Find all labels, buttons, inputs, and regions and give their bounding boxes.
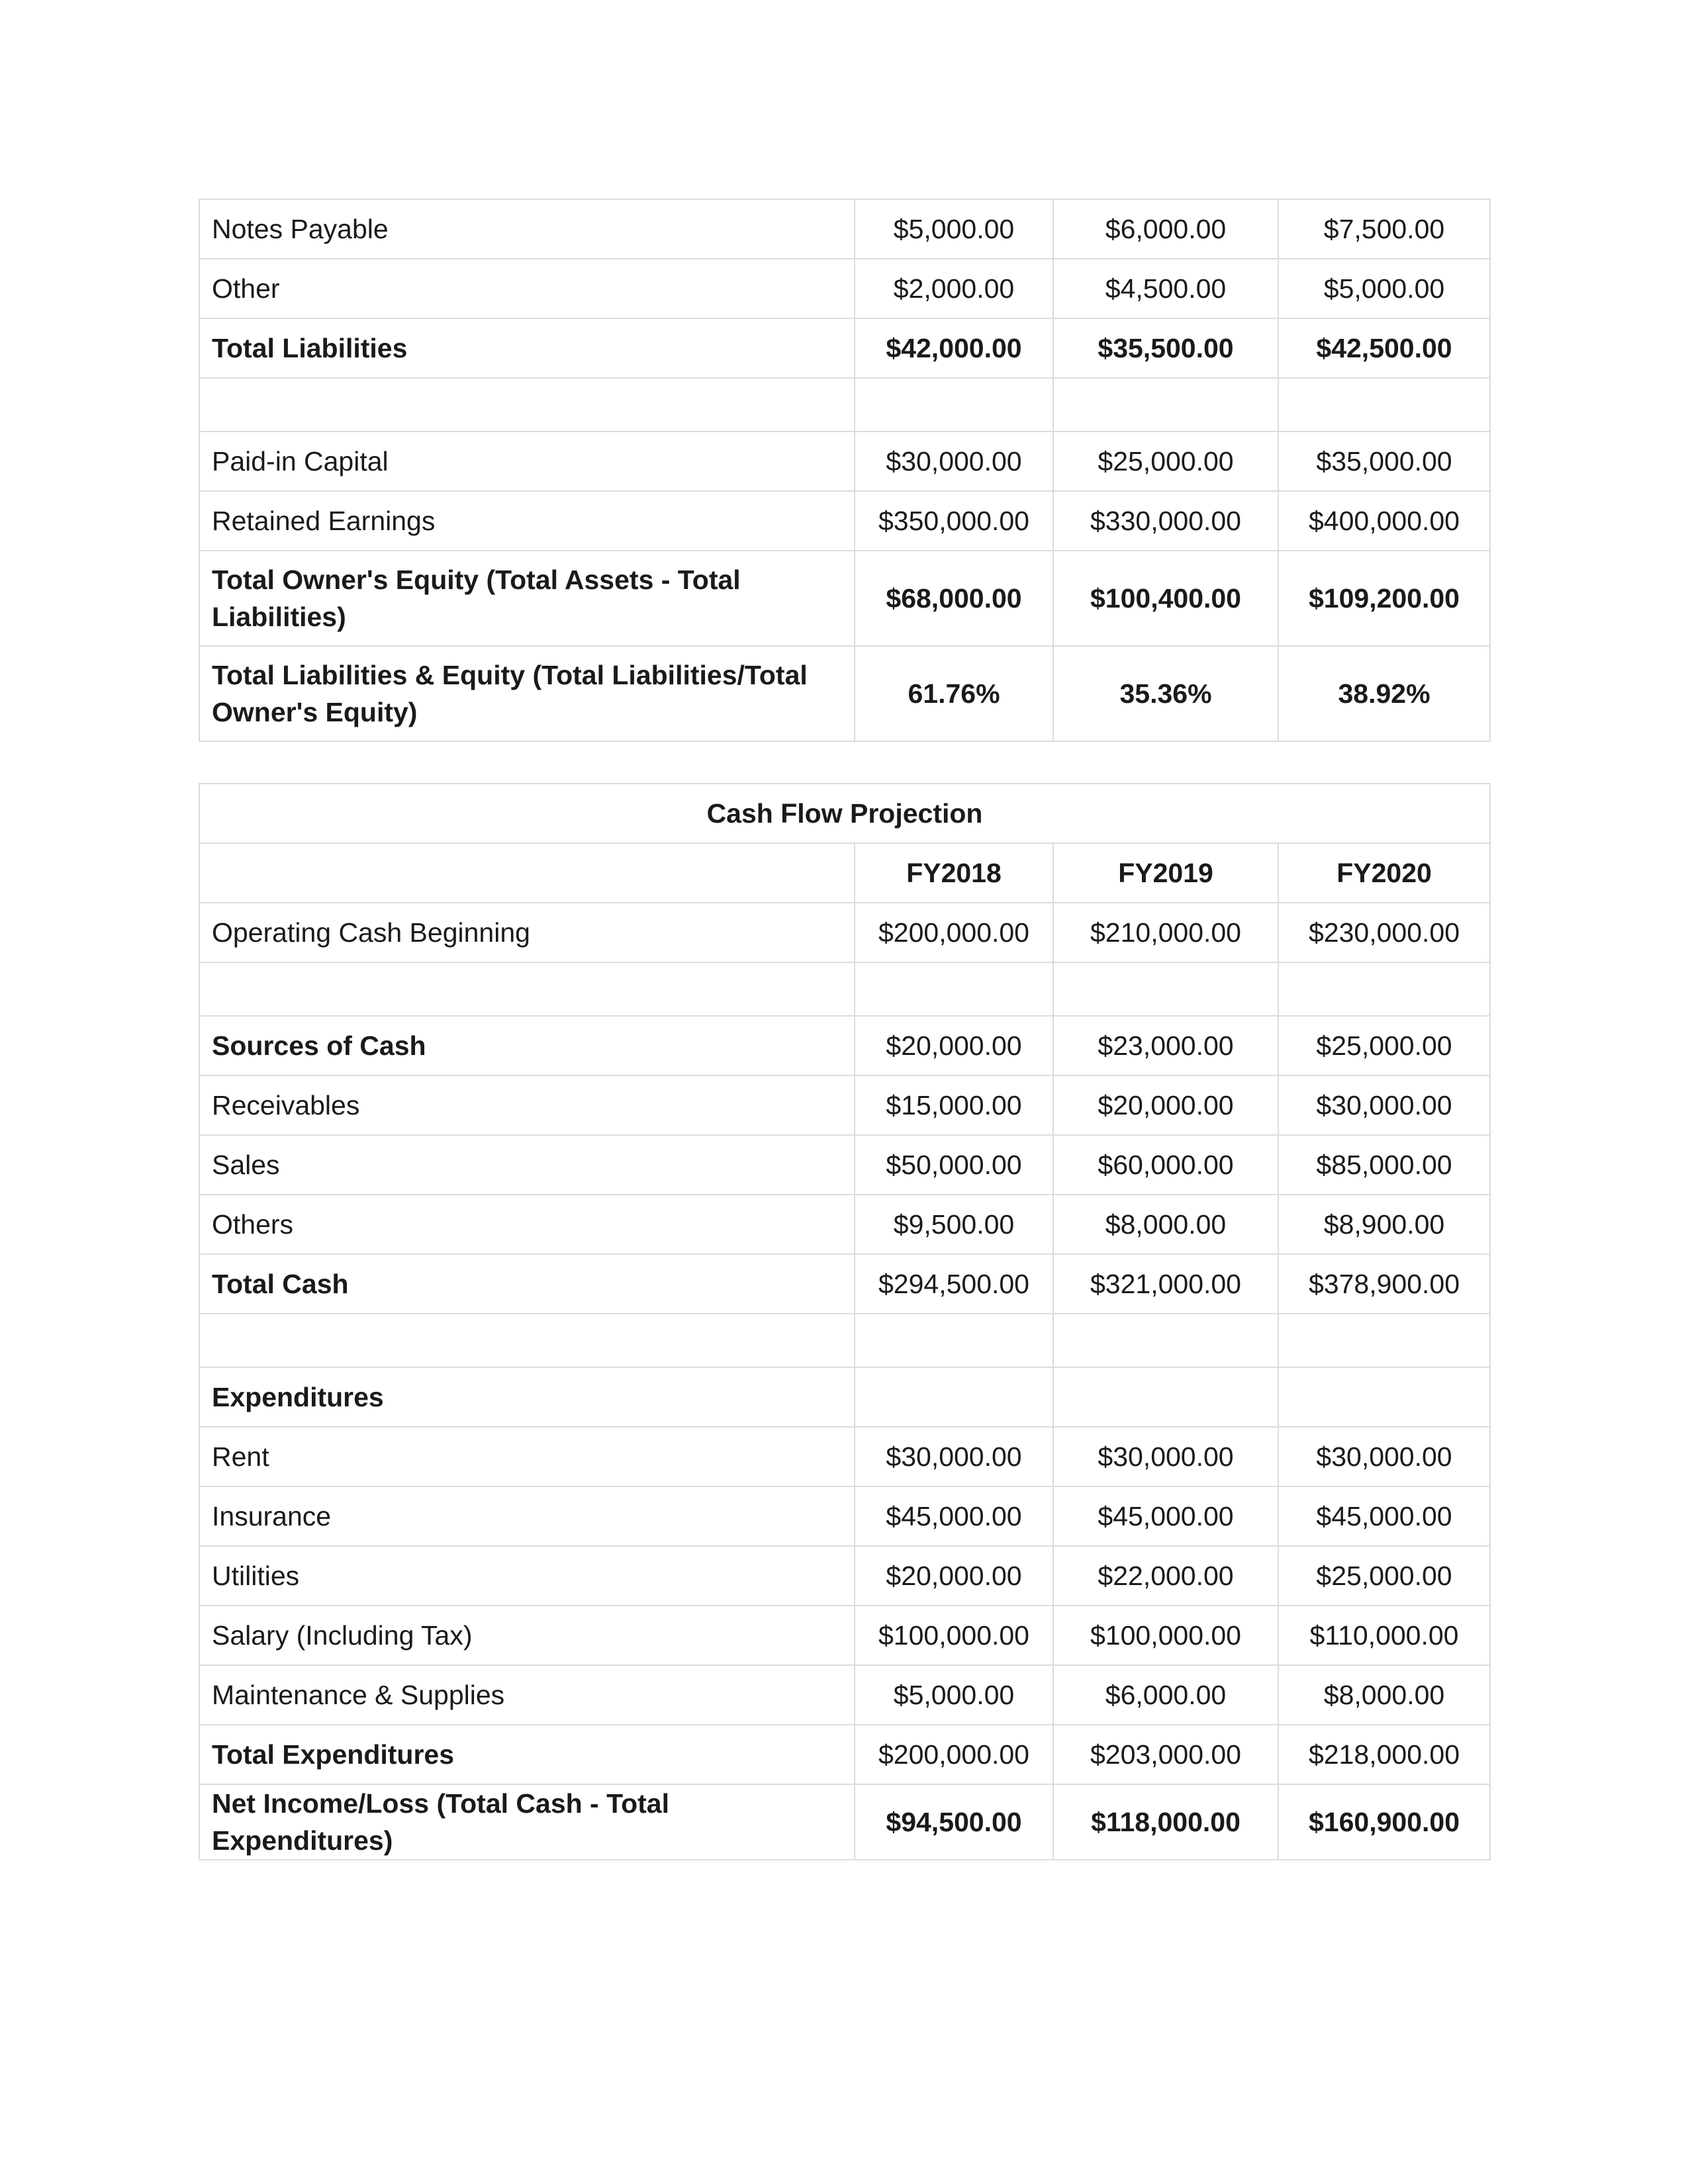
value-cell (1278, 378, 1490, 432)
value-cell: $30,000.00 (1278, 1075, 1490, 1135)
empty-row (199, 962, 1490, 1016)
value-cell: $20,000.00 (855, 1016, 1053, 1075)
value-cell: $35,000.00 (1278, 432, 1490, 491)
table-row (199, 1784, 1490, 1860)
row-label: Maintenance & Supplies (199, 1665, 855, 1725)
row-label: Salary (Including Tax) (199, 1606, 855, 1665)
value-cell: $230,000.00 (1278, 903, 1490, 962)
value-cell: $200,000.00 (855, 1725, 1053, 1784)
empty-row (199, 1314, 1490, 1367)
value-cell: $42,000.00 (855, 318, 1053, 378)
value-cell: $378,900.00 (1278, 1254, 1490, 1314)
row-label: Total Owner's Equity (Total Assets - Total Liabilities) (199, 551, 855, 646)
row-label (199, 378, 855, 432)
row-label (199, 962, 855, 1016)
row-label: Other (199, 259, 855, 318)
cash-flow-table (199, 783, 1491, 1860)
row-label: Sources of Cash (199, 1016, 855, 1075)
table-row (199, 432, 1490, 491)
value-cell: $8,000.00 (1053, 1195, 1278, 1254)
row-label: Net Income/Loss (Total Cash - Total Expenditures) (199, 1784, 855, 1860)
table-row (199, 1195, 1490, 1254)
value-cell (1278, 1367, 1490, 1427)
value-cell: $30,000.00 (855, 1427, 1053, 1486)
value-cell (1278, 962, 1490, 1016)
value-cell: $45,000.00 (855, 1486, 1053, 1546)
row-label: Utilities (199, 1546, 855, 1606)
row-label: Insurance (199, 1486, 855, 1546)
value-cell: $294,500.00 (855, 1254, 1053, 1314)
row-label: Paid-in Capital (199, 432, 855, 491)
table-header-row (199, 843, 1490, 903)
row-label: Sales (199, 1135, 855, 1195)
value-cell: $30,000.00 (1053, 1427, 1278, 1486)
table-row (199, 1427, 1490, 1486)
empty-row (199, 378, 1490, 432)
table-row (199, 1254, 1490, 1314)
value-cell (855, 1367, 1053, 1427)
row-label: Expenditures (199, 1367, 855, 1427)
value-cell: $5,000.00 (855, 199, 1053, 259)
value-cell: $20,000.00 (1053, 1075, 1278, 1135)
table-row (199, 1367, 1490, 1427)
value-cell: $100,000.00 (1053, 1606, 1278, 1665)
table-row (199, 259, 1490, 318)
value-cell: $85,000.00 (1278, 1135, 1490, 1195)
table-row (199, 551, 1490, 646)
value-cell: $25,000.00 (1278, 1546, 1490, 1606)
table-row (199, 318, 1490, 378)
value-cell: $8,900.00 (1278, 1195, 1490, 1254)
value-cell: $23,000.00 (1053, 1016, 1278, 1075)
table-row (199, 903, 1490, 962)
row-label: Total Expenditures (199, 1725, 855, 1784)
value-cell: $5,000.00 (1278, 259, 1490, 318)
value-cell: $35,500.00 (1053, 318, 1278, 378)
value-cell (1053, 1367, 1278, 1427)
table-row (199, 1546, 1490, 1606)
value-cell: $160,900.00 (1278, 1784, 1490, 1860)
value-cell: 35.36% (1053, 646, 1278, 741)
value-cell: $118,000.00 (1053, 1784, 1278, 1860)
column-header: FY2018 (855, 843, 1053, 903)
value-cell (855, 378, 1053, 432)
table-row (199, 1665, 1490, 1725)
table-title: Cash Flow Projection (199, 784, 1490, 843)
value-cell (1053, 1314, 1278, 1367)
row-label: Operating Cash Beginning (199, 903, 855, 962)
value-cell: $30,000.00 (855, 432, 1053, 491)
value-cell (1053, 962, 1278, 1016)
table-row (199, 1725, 1490, 1784)
value-cell: $45,000.00 (1278, 1486, 1490, 1546)
value-cell (855, 1314, 1053, 1367)
value-cell: $330,000.00 (1053, 491, 1278, 551)
value-cell (855, 962, 1053, 1016)
row-label: Total Liabilities & Equity (Total Liabilities/Total Owner's Equity) (199, 646, 855, 741)
value-cell: $68,000.00 (855, 551, 1053, 646)
row-label (199, 1314, 855, 1367)
value-cell: $50,000.00 (855, 1135, 1053, 1195)
value-cell: $20,000.00 (855, 1546, 1053, 1606)
value-cell: $109,200.00 (1278, 551, 1490, 646)
value-cell: $25,000.00 (1278, 1016, 1490, 1075)
value-cell: $321,000.00 (1053, 1254, 1278, 1314)
value-cell: $9,500.00 (855, 1195, 1053, 1254)
value-cell: $203,000.00 (1053, 1725, 1278, 1784)
column-header: FY2020 (1278, 843, 1490, 903)
table-row (199, 1486, 1490, 1546)
value-cell: $100,000.00 (855, 1606, 1053, 1665)
value-cell: $60,000.00 (1053, 1135, 1278, 1195)
value-cell (1278, 1314, 1490, 1367)
value-cell: $30,000.00 (1278, 1427, 1490, 1486)
value-cell: $2,000.00 (855, 259, 1053, 318)
value-cell: $8,000.00 (1278, 1665, 1490, 1725)
table-title-row (199, 784, 1490, 843)
table-row (199, 1075, 1490, 1135)
value-cell: $94,500.00 (855, 1784, 1053, 1860)
row-label: Retained Earnings (199, 491, 855, 551)
balance-sheet-table (199, 199, 1491, 742)
value-cell: $4,500.00 (1053, 259, 1278, 318)
value-cell: $100,400.00 (1053, 551, 1278, 646)
value-cell: $7,500.00 (1278, 199, 1490, 259)
row-label: Others (199, 1195, 855, 1254)
value-cell: $110,000.00 (1278, 1606, 1490, 1665)
value-cell: $6,000.00 (1053, 1665, 1278, 1725)
row-label: Total Cash (199, 1254, 855, 1314)
value-cell: $25,000.00 (1053, 432, 1278, 491)
value-cell: $45,000.00 (1053, 1486, 1278, 1546)
column-header: FY2019 (1053, 843, 1278, 903)
value-cell (1053, 378, 1278, 432)
value-cell: $400,000.00 (1278, 491, 1490, 551)
value-cell: 38.92% (1278, 646, 1490, 741)
value-cell: $5,000.00 (855, 1665, 1053, 1725)
value-cell: $42,500.00 (1278, 318, 1490, 378)
row-label: Rent (199, 1427, 855, 1486)
value-cell: $22,000.00 (1053, 1546, 1278, 1606)
value-cell: $6,000.00 (1053, 199, 1278, 259)
table-row (199, 491, 1490, 551)
value-cell: $210,000.00 (1053, 903, 1278, 962)
value-cell: $350,000.00 (855, 491, 1053, 551)
value-cell: 61.76% (855, 646, 1053, 741)
table-row (199, 1606, 1490, 1665)
value-cell: $15,000.00 (855, 1075, 1053, 1135)
table-row (199, 1016, 1490, 1075)
row-label: Receivables (199, 1075, 855, 1135)
table-row (199, 1135, 1490, 1195)
value-cell: $200,000.00 (855, 903, 1053, 962)
table-row (199, 199, 1490, 259)
row-label: Total Liabilities (199, 318, 855, 378)
column-header (199, 843, 855, 903)
table-row (199, 646, 1490, 741)
row-label: Notes Payable (199, 199, 855, 259)
value-cell: $218,000.00 (1278, 1725, 1490, 1784)
